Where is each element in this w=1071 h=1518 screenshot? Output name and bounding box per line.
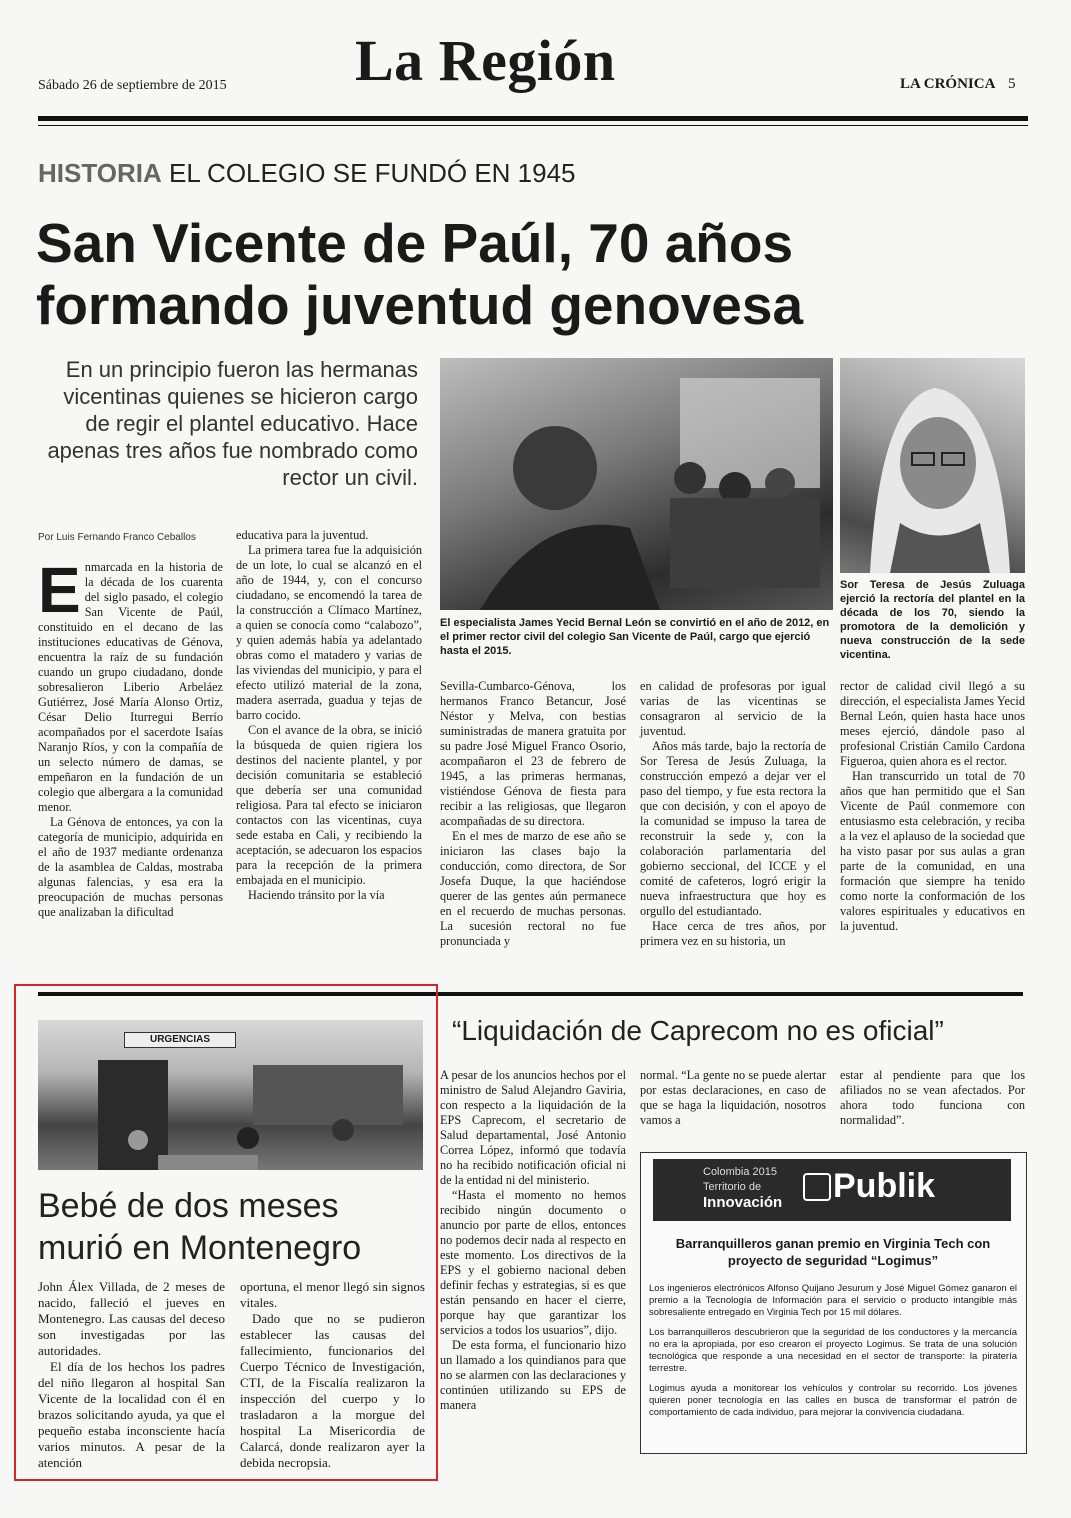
article-column-4 — [640, 679, 826, 949]
paragraph: Dado que no se pudieron establecer las causas del fallecimiento, funcionarios del Cuerpo Técnico de Investigación, CTI, de la Fiscalía realizaron la inspección del cuerpo y lo trasladaron a la morgue del hospital La Misericordia de Calarcá, donde realizaron ayer la debida necropsia. — [240, 1311, 425, 1470]
ad-banner — [653, 1159, 1011, 1221]
photo-sister — [840, 358, 1025, 573]
header-rule — [38, 116, 1028, 121]
issue-date: Sábado 26 de septiembre de 2015 — [38, 78, 227, 93]
ad-campaign-line-3: Innovación — [703, 1194, 783, 1211]
article-column-3 — [440, 679, 626, 949]
bebe-column-2 — [240, 1279, 425, 1471]
kicker-label: HISTORIA — [38, 158, 162, 188]
main-headline — [36, 212, 1036, 336]
photo-sister-caption: Sor Teresa de Jesús Zuluaga ejerció la rectoría del plantel en la década de los 70, siendo la promotora de la demolición y nueva construcción de la sede vicentina. — [840, 579, 1025, 661]
photo-sister-illustration — [840, 358, 1025, 573]
kicker — [38, 158, 576, 189]
paragraph: nmarcada en la historia de la década de los cuarenta del siglo pasado, el colegio San Vicente de Paúl, constituido en el decano de las instituciones educativas de Génova, encuentra la raíz de su fundación cuando un grupo ciudadano, donde sobresalieron Liberio Arbeláez Gutiérrez, José María Alonso Ortiz, César Delio Iturregui Berrío acompañados por el sacerdote Isaías Naranjo Ríos, y con la compañía de un selecto número de damas, se empeñaron en la fundación de un colegio que albergara a la comunidad menor. — [38, 560, 223, 814]
paragraph: estar al pendiente para que los afiliados no se vean afectados. Por ahora todo funciona con normalidad”. — [840, 1068, 1025, 1127]
urgencias-sign: URGENCIAS — [124, 1032, 236, 1048]
paragraph: El día de los hechos los padres del niño llegaron al hospital San Vicente de la localidad con él en brazos solicitando ayuda, ya que el pequeño estaba inconsciente hacía varios minutos. A pesar de la atención — [38, 1359, 225, 1470]
paragraph: rector de calidad civil llegó a su dirección, el especialista James Yecid Bernal León, quien hasta hace unos meses ejerció, dándole paso al profesional Cristián Camilo Cardona Figueroa, quien ahora es el rector. — [840, 679, 1025, 768]
kicker-text: EL COLEGIO SE FUNDÓ EN 1945 — [169, 158, 576, 188]
photo-rector — [440, 358, 833, 610]
ad-campaign — [703, 1165, 782, 1212]
paragraph: Logimus ayuda a monitorear los vehículos y controlar su recorrido. Los jóvenes quieren poner tecnología en las calles en busca de transformar el patrón de comportamiento de cada individuo, para mejorar la convivencia ciudadana. — [649, 1383, 1017, 1418]
paragraph: Años más tarde, bajo la rectoría de Sor Teresa de Jesús Zuluaga, la construcción empezó a dejar ver el paso del tiempo, y fue esta rectora la que con decisión, y con el apoyo de la comunidad se impuso la tarea de reconstruir la sede y, con la colaboración parlamentaria del gobierno seccional, del ICCE y el comité de cafeteros, logró erigir la nueva infraestructura que hoy es orgullo del estudiantado. — [640, 739, 826, 918]
article-column-5 — [840, 679, 1025, 934]
photo-rector-caption: El especialista James Yecid Bernal León se convirtió en el año de 2012, en el primer rector civil del colegio San Vicente de Paúl, cargo que ejerció hasta el 2015. — [440, 617, 830, 657]
paragraph: “Hasta el momento no hemos recibido ningún documento o anuncio por parte de ellos, entonces no podemos decir nada al respecto en este momento. Los directivos de la EPS y el gobierno nacional deben definir fechas y estrategias, si es que están pensando en hacer el cierre, porque hay que garantizar los servicios a todos los usuarios”, dijo. — [440, 1188, 626, 1337]
lead-paragraph: En un principio fueron las hermanas vicentinas quienes se hicieron cargo de regir el plantel educativo. Hace apenas tres años fue nombrado como rector un civil. — [47, 357, 418, 490]
headline-line-2: formando juventud genovesa — [36, 274, 804, 336]
page-number: 5 — [1008, 76, 1016, 92]
paragraph: John Álex Villada, de 2 meses de nacido, falleció el jueves en Montenegro. Las causas del deceso son investigadas por las autoridades. — [38, 1279, 225, 1358]
paragraph: normal. “La gente no se puede alertar por estas declaraciones, en caso de que se haga la liquidación, nosotros vamos a — [640, 1068, 826, 1127]
paragraph: Sevilla-Cumbarco-Génova, los hermanos Franco Betancur, José Néstor y Melva, con bestias suministradas de manera gratuita por su padre José Miguel Franco Osorio, acompañaron el 23 de febrero de 1945, a las primeras hermanas, vistiéndose Génova de fiesta para recibir a las religiosas, que llegaron acompañadas de su directora. — [440, 679, 626, 828]
bebe-headline: Bebé de dos meses murió en Montenegro — [38, 1187, 362, 1267]
paragraph: A pesar de los anuncios hechos por el ministro de Salud Alejandro Gaviria, con respecto a la liquidación de la EPS Caprecom, el secretario de Salud departamental, José Antonio Correa López, informó que todavía no ha recibido notificación oficial ni de la entidad ni del ministerio. — [440, 1068, 626, 1187]
paragraph: La primera tarea fue la adquisición de un lote, lo cual se alcanzó en el año de 1944, y, con el concurso ciudadano, se encomendó la tarea de la construcción a Clímaco Martínez, a quien se conocía como “calabozo”, y quien además había ya adelantado obras como el matadero y varias de las viviendas del municipio, y para el efecto utilizó material de la zona, madera aserrada, guadua y tejas de barro cocido. — [236, 543, 422, 722]
paragraph: Con el avance de la obra, se inició la búsqueda de quien rigiera los destinos del naciente plantel, y por decisión comunitaria se estableció que debería ser una comunidad religiosa. Para tal efecto se iniciaron contactos con las vicentinas, cuya sede estaba en Cali, y recibiendo la aceptación, se adecuaron los espacios para la recepción de la primera embajada en el municipio. — [236, 723, 422, 887]
paragraph: Haciendo tránsito por la vía — [248, 888, 385, 902]
article-column-2 — [236, 528, 422, 903]
paragraph: La Génova de entonces, ya con la categoría de municipio, adquirida en el año de 1937 mediante ordenanza de la asamblea de Caldas, mostraba algunas falencias, y esa era la preocupación de muchas personas que analizaban la dificultad — [38, 815, 223, 919]
photo-rector-illustration — [440, 358, 833, 610]
byline: Por Luis Fernando Franco Ceballos — [38, 532, 196, 543]
paragraph: Los ingenieros electrónicos Alfonso Quijano Jesurum y José Miguel Gómez ganaron el premio a la Tecnología de Información para el servicio o producto intangible más sobresaliente entregado en Virginia Tech por 15 mil dólares. — [649, 1283, 1017, 1318]
paragraph: Los barranquilleros descubrieron que la seguridad de los conductores y la mercancía no era la apropiada, por eso crearon el proyecto Logimus. Se trata de una solución tecnológica que responde a una necesidad en el sector de transporte: la piratería terrestre. — [649, 1327, 1017, 1374]
ad-logo: Publik — [833, 1167, 936, 1205]
header-rule-thin — [38, 125, 1028, 126]
bebe-column-1 — [38, 1279, 225, 1471]
paragraph: Hace cerca de tres años, por primera vez en su historia, un — [640, 919, 826, 948]
photo-urgencias — [38, 1020, 423, 1170]
ad-body — [649, 1283, 1017, 1427]
caprecom-column-1 — [440, 1068, 626, 1413]
caprecom-headline: “Liquidación de Caprecom no es oficial” — [452, 1015, 944, 1046]
drop-cap: E — [38, 554, 81, 626]
newspaper-name: LA CRÓNICA — [900, 76, 996, 92]
paragraph: En el mes de marzo de ese año se iniciaron las clases bajo la conducción, como directora, de Sor Josefa Duque, la que haciéndose querer de las gentes aún permanece en el recuerdo de muchas personas. La sucesión rectoral no fue pronunciada y — [440, 829, 626, 948]
paragraph: De esta forma, el funcionario hizo un llamado a los quindianos para que no se alarmen con las declaraciones y continúen utilizando su EPS de manera — [440, 1338, 626, 1412]
paragraph: educativa para la juventud. — [236, 528, 369, 542]
publik-logo-icon — [803, 1173, 831, 1201]
headline-line-1: San Vicente de Paúl, 70 años — [36, 212, 794, 274]
section-title: La Región — [355, 28, 616, 93]
caprecom-column-3 — [840, 1068, 1025, 1128]
paragraph: oportuna, el menor llegó sin signos vitales. — [240, 1279, 425, 1310]
ad-headline: Barranquilleros ganan premio en Virginia Tech con proyecto de seguridad “Logimus” — [675, 1236, 991, 1268]
paragraph: Han transcurrido un total de 70 años que han permitido que el San Vicente de Paúl conmemore con entusiasmo esta celebración, y reciba a la vez el aplauso de la sociedad que ha visto pasar por sus aulas a gran parte de la comunidad, en una formación que siempre ha tenido como norte la conformación de los valores espirituales y educativos en la juventud. — [840, 769, 1025, 933]
paragraph: en calidad de profesoras por igual varias de las vicentinas se consagraron al servicio de la juventud. — [640, 679, 826, 738]
ad-campaign-line-1: Colombia 2015 — [703, 1166, 777, 1178]
caprecom-column-2 — [640, 1068, 826, 1128]
ad-campaign-line-2: Territorio de — [703, 1181, 762, 1193]
article-column-1 — [38, 554, 223, 920]
advertorial-box — [640, 1152, 1027, 1454]
